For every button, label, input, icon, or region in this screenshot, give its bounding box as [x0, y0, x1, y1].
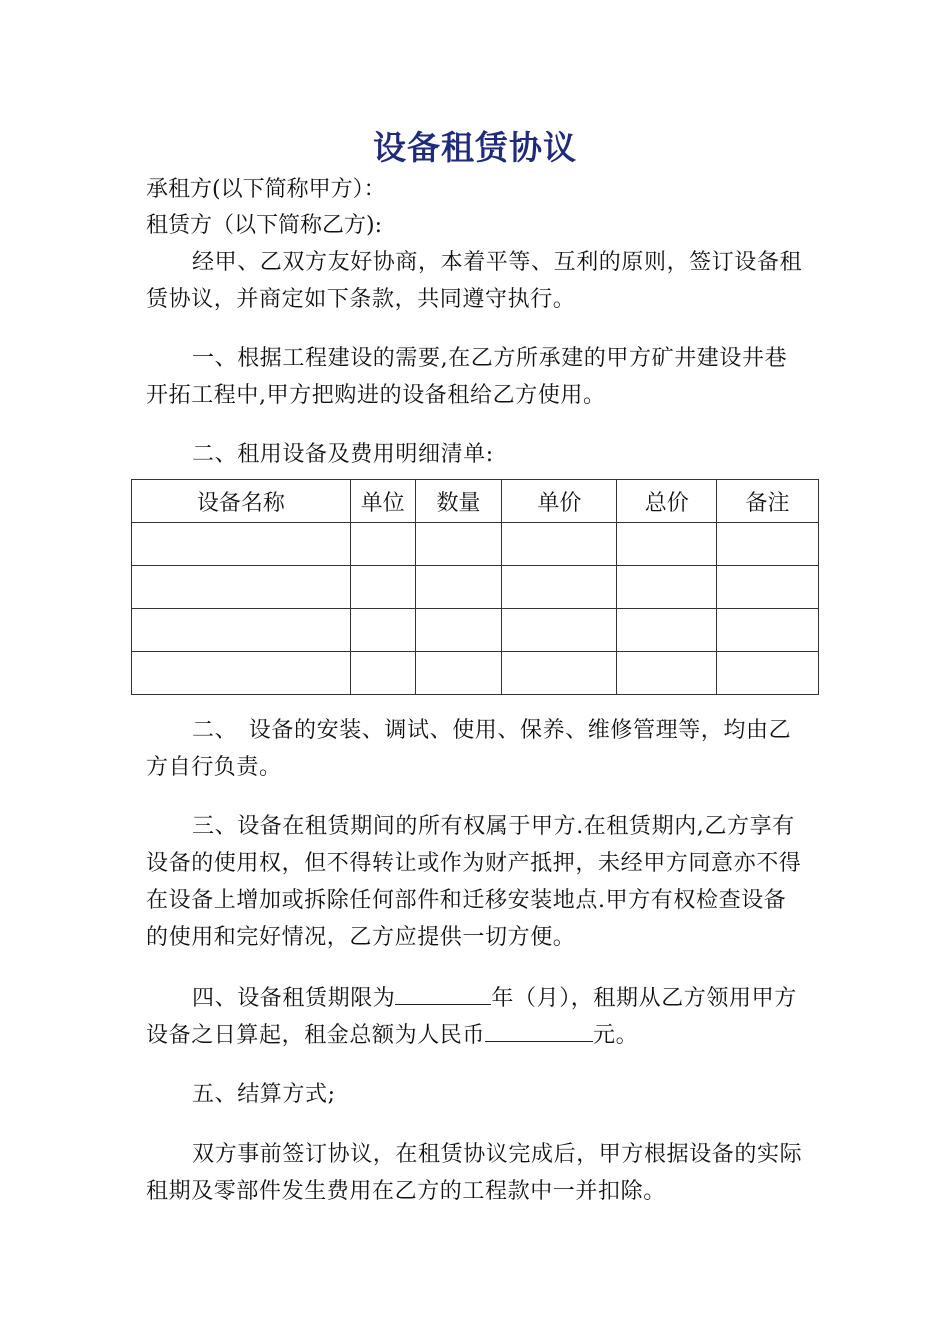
table-cell: [617, 652, 717, 695]
lease-term-blank[interactable]: [395, 980, 491, 1005]
table-row: [132, 609, 819, 652]
table-cell: [132, 652, 351, 695]
document-title: 设备租赁协议: [373, 128, 577, 167]
table-row: [132, 566, 819, 609]
table-cell: [502, 609, 617, 652]
table-cell: [717, 652, 819, 695]
table-cell: [502, 523, 617, 566]
intro-paragraph: 经甲、乙双方友好协商，本着平等、互利的原则，签订设备租赁协议，并商定如下条款，共同遵守执行。: [146, 250, 803, 312]
table-cell: [415, 609, 502, 652]
clause-3-paragraph: 三、设备在租赁期间的所有权属于甲方.在租赁期内,乙方享有设备的使用权，但不得转让或作为财产抵押，未经甲方同意亦不得在设备上增加或拆除任何部件和迁移安装地点.甲方有权检查设备的使用和完好情况，乙方应提供一切方便。: [146, 814, 802, 950]
header-unit: 单位: [350, 480, 415, 523]
table-cell: [350, 652, 415, 695]
clause-4-paragraph: [146, 980, 806, 1054]
table-cell: [415, 652, 502, 695]
table-cell: [717, 609, 819, 652]
clause-4-part1: 四、设备租赁期限为: [192, 986, 396, 1011]
header-quantity: 数量: [415, 480, 502, 523]
equipment-table: [131, 479, 819, 695]
header-remarks: 备注: [717, 480, 819, 523]
table-cell: [132, 523, 351, 566]
header-equipment-name: 设备名称: [132, 480, 351, 523]
table-cell: [717, 523, 819, 566]
header-total-price: 总价: [617, 480, 717, 523]
clause-2b-paragraph: 二、 设备的安装、调试、使用、保养、维修管理等，均由乙方自行负责。: [146, 718, 792, 780]
table-cell: [350, 566, 415, 609]
table-row: [132, 523, 819, 566]
table-header-row: [132, 480, 819, 523]
clause-5-body: 双方事前签订协议，在租赁协议完成后，甲方根据设备的实际租期及零部件发生费用在乙方的工程款中一并扣除。: [146, 1142, 803, 1204]
clause-1-paragraph: 一、根据工程建设的需要,在乙方所承建的甲方矿井建设井巷开拓工程中,甲方把购进的设备租给乙方使用。: [146, 346, 788, 408]
table-cell: [502, 652, 617, 695]
clause-2-heading: 二、租用设备及费用明细清单:: [192, 442, 494, 467]
party-b-line: 租赁方（以下简称乙方):: [146, 213, 382, 238]
table-row: [132, 652, 819, 695]
rent-amount-blank[interactable]: [485, 1017, 593, 1042]
table-cell: [415, 566, 502, 609]
clause-4-part3: 元。: [593, 1023, 639, 1048]
clause-5-heading: 五、结算方式;: [192, 1082, 336, 1107]
table-cell: [350, 523, 415, 566]
table-cell: [132, 566, 351, 609]
party-a-line: 承租方(以下简称甲方）：: [146, 177, 386, 202]
table-cell: [617, 523, 717, 566]
table-cell: [415, 523, 502, 566]
table-cell: [717, 566, 819, 609]
table-cell: [132, 609, 351, 652]
header-unit-price: 单价: [502, 480, 617, 523]
table-cell: [617, 566, 717, 609]
clause-4-part2: 年（月），租期从乙方领用甲方设备之日算起，租金总额为人民币: [146, 986, 797, 1048]
table-cell: [617, 609, 717, 652]
table-cell: [350, 609, 415, 652]
table-cell: [502, 566, 617, 609]
